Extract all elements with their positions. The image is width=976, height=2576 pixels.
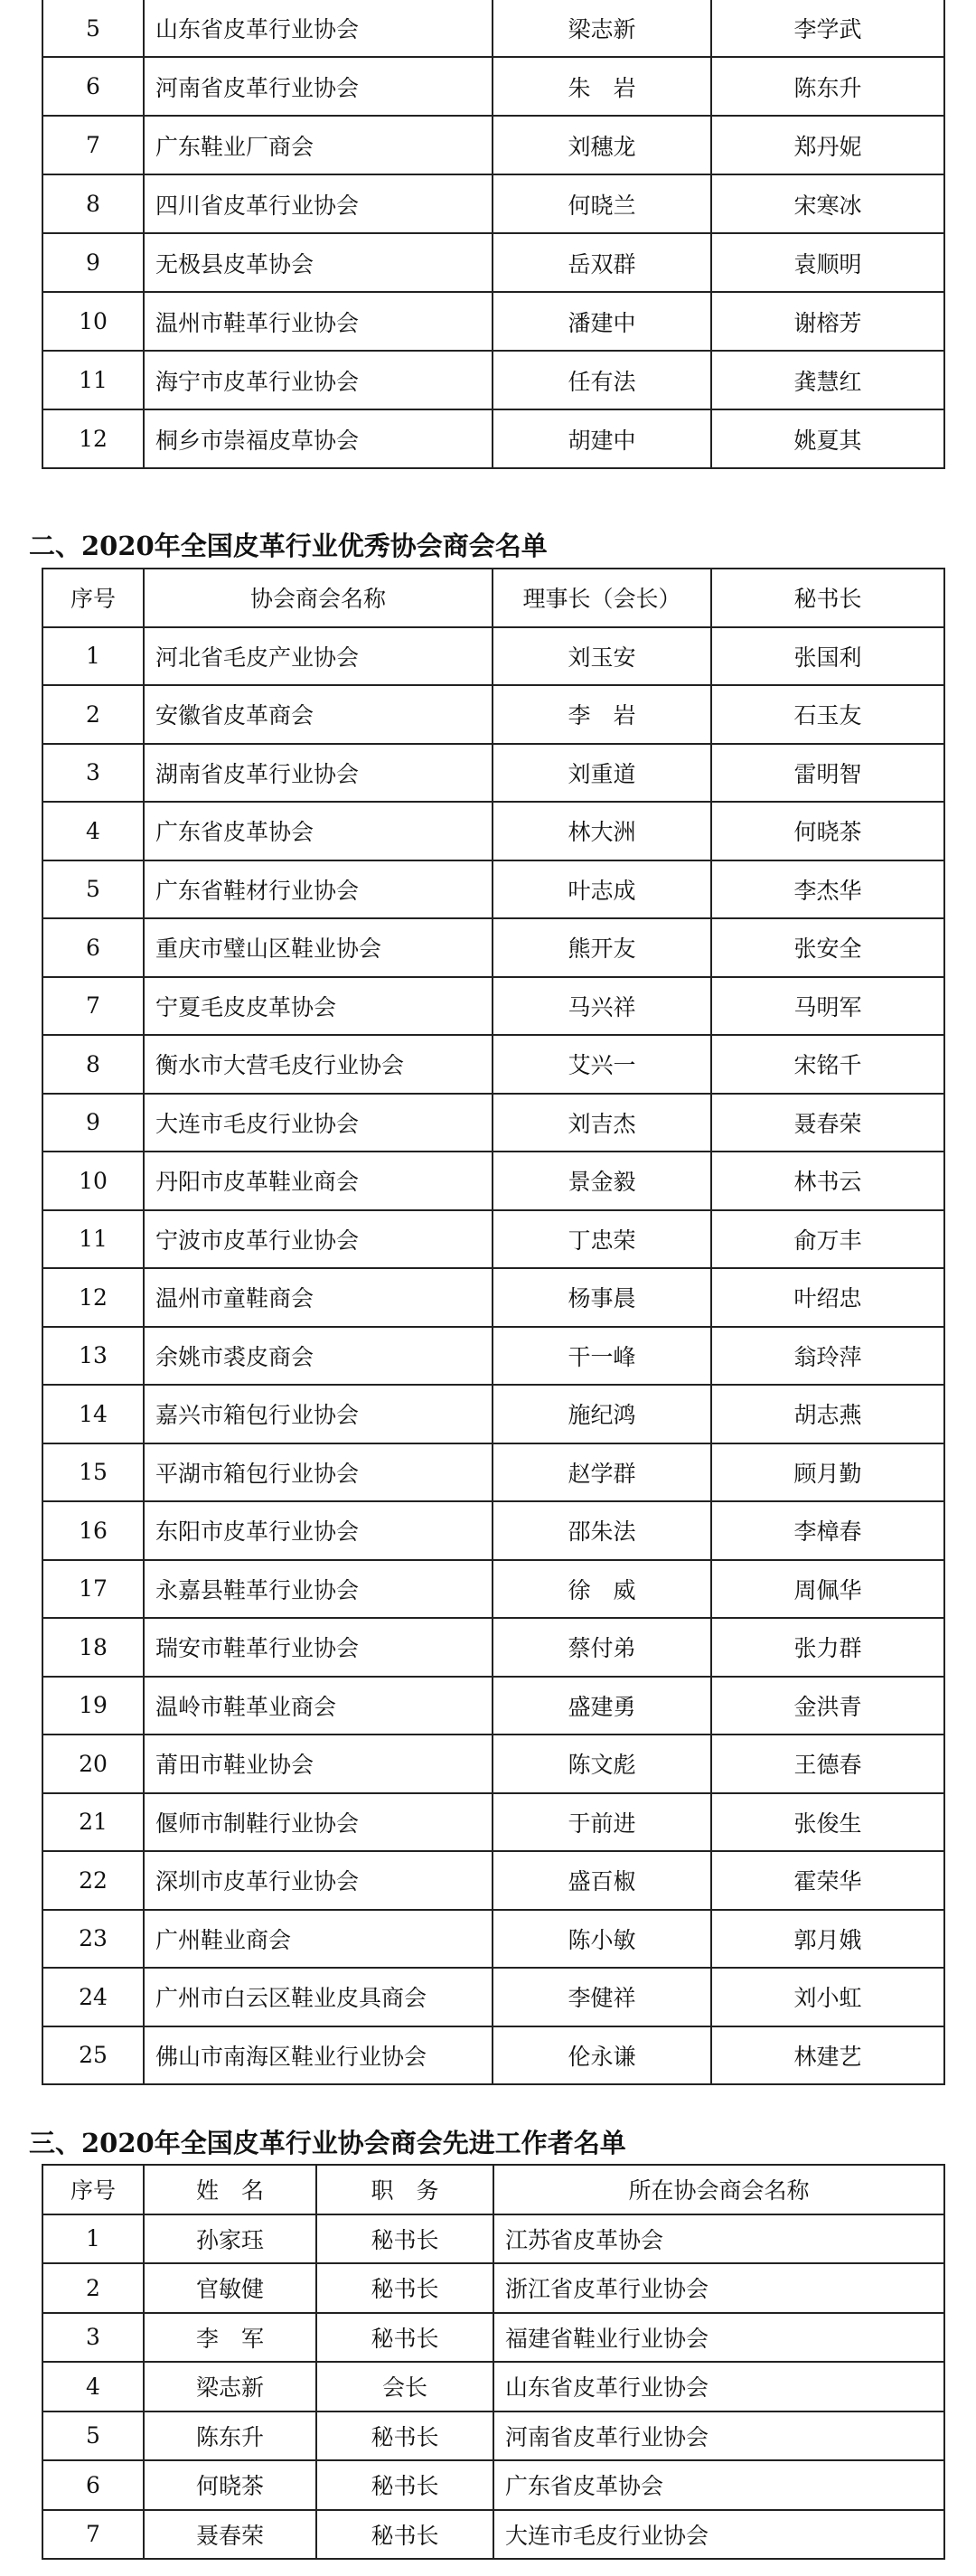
association-name-cell: 温岭市鞋革业商会: [144, 1677, 493, 1735]
row-number-cell: 20: [42, 1735, 144, 1793]
table-row: [42, 0, 944, 57]
header-cell: 序号: [42, 2165, 144, 2214]
secretary-general-name-cell: 张安全: [711, 918, 944, 977]
association-name-cell: 宁夏毛皮皮革协会: [144, 977, 493, 1036]
row-number-cell: 3: [42, 2313, 144, 2363]
association-name-cell: 重庆市璧山区鞋业协会: [144, 918, 493, 977]
table-row: [42, 860, 944, 919]
table-row: [42, 1268, 944, 1327]
table-row: [42, 57, 944, 116]
association-name-cell: 衡水市大营毛皮行业协会: [144, 1035, 493, 1094]
chairman-name-cell: 李健祥: [493, 1968, 711, 2026]
row-number-cell: 5: [42, 2411, 144, 2461]
table-row: [42, 292, 944, 351]
secretary-general-name-cell: 张力群: [711, 1618, 944, 1677]
chairman-name-cell: 潘建中: [493, 292, 711, 351]
association-name-cell: 宁波市皮革行业协会: [144, 1210, 493, 1269]
association-name-cell: 山东省皮革行业协会: [493, 2362, 944, 2411]
chairman-name-cell: 艾兴一: [493, 1035, 711, 1094]
secretary-general-name-cell: 李学武: [711, 0, 944, 57]
chairman-name-cell: 何晓兰: [493, 174, 711, 233]
row-number-cell: 21: [42, 1793, 144, 1852]
row-number-cell: 9: [42, 233, 144, 292]
association-name-cell: 广东省皮革协会: [144, 802, 493, 860]
table-row: [42, 2313, 944, 2363]
association-name-cell: 嘉兴市箱包行业协会: [144, 1385, 493, 1443]
table-row: [42, 233, 944, 292]
row-number-cell: 7: [42, 977, 144, 1036]
secretary-general-name-cell: 霍荣华: [711, 1851, 944, 1910]
chairman-name-cell: 蔡付弟: [493, 1618, 711, 1677]
worker-name-cell: 梁志新: [144, 2362, 316, 2411]
chairman-name-cell: 伦永谦: [493, 2026, 711, 2085]
row-number-cell: 12: [42, 1268, 144, 1327]
association-name-cell: 广东鞋业厂商会: [144, 116, 493, 174]
association-name-cell: 桐乡市崇福皮草协会: [144, 409, 493, 468]
secretary-general-name-cell: 姚夏其: [711, 409, 944, 468]
chairman-name-cell: 赵学群: [493, 1443, 711, 1502]
chairman-name-cell: 于前进: [493, 1793, 711, 1852]
chairman-name-cell: 李 岩: [493, 685, 711, 744]
association-name-cell: 河南省皮革行业协会: [493, 2411, 944, 2461]
secretary-general-name-cell: 石玉友: [711, 685, 944, 744]
association-name-cell: 无极县皮革协会: [144, 233, 493, 292]
table-row: [42, 977, 944, 1036]
secretary-general-name-cell: 张国利: [711, 627, 944, 686]
header-cell: 理事长（会长）: [493, 569, 711, 627]
chairman-name-cell: 施纪鸿: [493, 1385, 711, 1443]
worker-name-cell: 何晓茶: [144, 2460, 316, 2510]
secretary-general-name-cell: 袁顺明: [711, 233, 944, 292]
position-cell: 会长: [316, 2362, 493, 2411]
secretary-general-name-cell: 翁玲萍: [711, 1327, 944, 1386]
row-number-cell: 4: [42, 802, 144, 860]
association-name-cell: 江苏省皮革协会: [493, 2214, 944, 2264]
secretary-general-name-cell: 林书云: [711, 1152, 944, 1210]
chairman-name-cell: 马兴祥: [493, 977, 711, 1036]
row-number-cell: 22: [42, 1851, 144, 1910]
secretary-general-name-cell: 王德春: [711, 1735, 944, 1793]
row-number-cell: 13: [42, 1327, 144, 1386]
table-row: [42, 1327, 944, 1386]
table-header-row: [42, 569, 944, 627]
row-number-cell: 7: [42, 2510, 144, 2560]
table-row: [42, 1968, 944, 2026]
chairman-name-cell: 熊开友: [493, 918, 711, 977]
table-header-row: [42, 2165, 944, 2214]
row-number-cell: 4: [42, 2362, 144, 2411]
association-name-cell: 余姚市裘皮商会: [144, 1327, 493, 1386]
table-row: [42, 627, 944, 686]
secretary-general-name-cell: 胡志燕: [711, 1385, 944, 1443]
row-number-cell: 11: [42, 1210, 144, 1269]
association-name-cell: 广东省鞋材行业协会: [144, 860, 493, 919]
header-cell: 秘书长: [711, 569, 944, 627]
association-name-cell: 深圳市皮革行业协会: [144, 1851, 493, 1910]
chairman-name-cell: 陈文彪: [493, 1735, 711, 1793]
chairman-name-cell: 陈小敏: [493, 1910, 711, 1969]
chairman-name-cell: 胡建中: [493, 409, 711, 468]
table-row: [42, 2460, 944, 2510]
row-number-cell: 1: [42, 2214, 144, 2264]
chairman-name-cell: 刘玉安: [493, 627, 711, 686]
position-cell: 秘书长: [316, 2510, 493, 2560]
row-number-cell: 15: [42, 1443, 144, 1502]
table-row: [42, 1385, 944, 1443]
row-number-cell: 8: [42, 174, 144, 233]
association-name-cell: 佛山市南海区鞋业行业协会: [144, 2026, 493, 2085]
table-row: [42, 1910, 944, 1969]
section-3-heading: 三、2020年全国皮革行业协会商会先进工作者名单: [29, 2128, 626, 2158]
secretary-general-name-cell: 雷明智: [711, 744, 944, 803]
association-name-cell: 大连市毛皮行业协会: [493, 2510, 944, 2560]
chairman-name-cell: 盛建勇: [493, 1677, 711, 1735]
table-row: [42, 351, 944, 409]
table-row: [42, 1618, 944, 1677]
position-cell: 秘书长: [316, 2411, 493, 2461]
worker-name-cell: 官敏健: [144, 2263, 316, 2313]
association-name-cell: 福建省鞋业行业协会: [493, 2313, 944, 2363]
chairman-name-cell: 叶志成: [493, 860, 711, 919]
worker-name-cell: 孙家珏: [144, 2214, 316, 2264]
worker-name-cell: 陈东升: [144, 2411, 316, 2461]
table-row: [42, 1677, 944, 1735]
row-number-cell: 24: [42, 1968, 144, 2026]
association-name-cell: 河南省皮革行业协会: [144, 57, 493, 116]
association-name-cell: 平湖市箱包行业协会: [144, 1443, 493, 1502]
secretary-general-name-cell: 顾月勤: [711, 1443, 944, 1502]
association-name-cell: 河北省毛皮产业协会: [144, 627, 493, 686]
worker-name-cell: 聂春荣: [144, 2510, 316, 2560]
header-cell: 序号: [42, 569, 144, 627]
secretary-general-name-cell: 宋铭千: [711, 1035, 944, 1094]
secretary-general-name-cell: 宋寒冰: [711, 174, 944, 233]
chairman-name-cell: 任有法: [493, 351, 711, 409]
secretary-general-name-cell: 郭月娥: [711, 1910, 944, 1969]
secretary-general-name-cell: 李杰华: [711, 860, 944, 919]
row-number-cell: 10: [42, 1152, 144, 1210]
association-name-cell: 四川省皮革行业协会: [144, 174, 493, 233]
secretary-general-name-cell: 郑丹妮: [711, 116, 944, 174]
row-number-cell: 7: [42, 116, 144, 174]
secretary-general-name-cell: 周佩华: [711, 1560, 944, 1619]
association-name-cell: 丹阳市皮革鞋业商会: [144, 1152, 493, 1210]
association-name-cell: 山东省皮革行业协会: [144, 0, 493, 57]
chairman-name-cell: 盛百椒: [493, 1851, 711, 1910]
table-row: [42, 2026, 944, 2085]
row-number-cell: 2: [42, 685, 144, 744]
row-number-cell: 23: [42, 1910, 144, 1969]
table-row: [42, 2362, 944, 2411]
table-row: [42, 409, 944, 468]
association-name-cell: 莆田市鞋业协会: [144, 1735, 493, 1793]
association-name-cell: 湖南省皮革行业协会: [144, 744, 493, 803]
worker-name-cell: 李 军: [144, 2313, 316, 2363]
table-row: [42, 174, 944, 233]
chairman-name-cell: 刘重道: [493, 744, 711, 803]
row-number-cell: 11: [42, 351, 144, 409]
chairman-name-cell: 刘吉杰: [493, 1094, 711, 1152]
table-row: [42, 2411, 944, 2461]
chairman-name-cell: 徐 威: [493, 1560, 711, 1619]
association-table-continued: [42, 0, 945, 469]
row-number-cell: 9: [42, 1094, 144, 1152]
association-name-cell: 东阳市皮革行业协会: [144, 1501, 493, 1560]
association-name-cell: 温州市鞋革行业协会: [144, 292, 493, 351]
chairman-name-cell: 杨事晨: [493, 1268, 711, 1327]
row-number-cell: 18: [42, 1618, 144, 1677]
chairman-name-cell: 邵朱法: [493, 1501, 711, 1560]
secretary-general-name-cell: 张俊生: [711, 1793, 944, 1852]
table-row: [42, 1501, 944, 1560]
table-row: [42, 744, 944, 803]
row-number-cell: 6: [42, 2460, 144, 2510]
row-number-cell: 14: [42, 1385, 144, 1443]
row-number-cell: 6: [42, 57, 144, 116]
header-cell: 姓 名: [144, 2165, 316, 2214]
table-row: [42, 2263, 944, 2313]
secretary-general-name-cell: 李樟春: [711, 1501, 944, 1560]
row-number-cell: 17: [42, 1560, 144, 1619]
row-number-cell: 5: [42, 0, 144, 57]
secretary-general-name-cell: 谢榕芳: [711, 292, 944, 351]
position-cell: 秘书长: [316, 2263, 493, 2313]
row-number-cell: 19: [42, 1677, 144, 1735]
header-cell: 职 务: [316, 2165, 493, 2214]
chairman-name-cell: 丁忠荣: [493, 1210, 711, 1269]
row-number-cell: 6: [42, 918, 144, 977]
association-name-cell: 浙江省皮革行业协会: [493, 2263, 944, 2313]
secretary-general-name-cell: 金洪青: [711, 1677, 944, 1735]
row-number-cell: 10: [42, 292, 144, 351]
table-row: [42, 685, 944, 744]
association-name-cell: 瑞安市鞋革行业协会: [144, 1618, 493, 1677]
chairman-name-cell: 朱 岩: [493, 57, 711, 116]
association-name-cell: 温州市童鞋商会: [144, 1268, 493, 1327]
position-cell: 秘书长: [316, 2214, 493, 2264]
row-number-cell: 16: [42, 1501, 144, 1560]
association-name-cell: 永嘉县鞋革行业协会: [144, 1560, 493, 1619]
association-name-cell: 广东省皮革协会: [493, 2460, 944, 2510]
row-number-cell: 25: [42, 2026, 144, 2085]
table-row: [42, 1152, 944, 1210]
excellent-associations-table: [42, 568, 945, 2085]
row-number-cell: 8: [42, 1035, 144, 1094]
table-row: [42, 1851, 944, 1910]
association-name-cell: 大连市毛皮行业协会: [144, 1094, 493, 1152]
secretary-general-name-cell: 陈东升: [711, 57, 944, 116]
row-number-cell: 5: [42, 860, 144, 919]
association-name-cell: 广州鞋业商会: [144, 1910, 493, 1969]
secretary-general-name-cell: 聂春荣: [711, 1094, 944, 1152]
position-cell: 秘书长: [316, 2313, 493, 2363]
association-name-cell: 偃师市制鞋行业协会: [144, 1793, 493, 1852]
chairman-name-cell: 刘穗龙: [493, 116, 711, 174]
secretary-general-name-cell: 俞万丰: [711, 1210, 944, 1269]
table-row: [42, 116, 944, 174]
association-name-cell: 海宁市皮革行业协会: [144, 351, 493, 409]
position-cell: 秘书长: [316, 2460, 493, 2510]
secretary-general-name-cell: 叶绍忠: [711, 1268, 944, 1327]
row-number-cell: 3: [42, 744, 144, 803]
table-row: [42, 2510, 944, 2560]
secretary-general-name-cell: 龚慧红: [711, 351, 944, 409]
chairman-name-cell: 干一峰: [493, 1327, 711, 1386]
header-cell: 协会商会名称: [144, 569, 493, 627]
row-number-cell: 2: [42, 2263, 144, 2313]
advanced-workers-table: [42, 2164, 945, 2560]
table-row: [42, 802, 944, 860]
secretary-general-name-cell: 林建艺: [711, 2026, 944, 2085]
table-row: [42, 1793, 944, 1852]
section-2-heading: 二、2020年全国皮革行业优秀协会商会名单: [29, 531, 548, 561]
table-row: [42, 1443, 944, 1502]
chairman-name-cell: 岳双群: [493, 233, 711, 292]
secretary-general-name-cell: 马明军: [711, 977, 944, 1036]
table-row: [42, 1560, 944, 1619]
table-row: [42, 918, 944, 977]
table-row: [42, 2214, 944, 2264]
table-row: [42, 1735, 944, 1793]
chairman-name-cell: 景金毅: [493, 1152, 711, 1210]
secretary-general-name-cell: 刘小虹: [711, 1968, 944, 2026]
table-row: [42, 1035, 944, 1094]
chairman-name-cell: 林大洲: [493, 802, 711, 860]
chairman-name-cell: 梁志新: [493, 0, 711, 57]
row-number-cell: 1: [42, 627, 144, 686]
secretary-general-name-cell: 何晓茶: [711, 802, 944, 860]
association-name-cell: 广州市白云区鞋业皮具商会: [144, 1968, 493, 2026]
association-name-cell: 安徽省皮革商会: [144, 685, 493, 744]
header-cell: 所在协会商会名称: [493, 2165, 944, 2214]
row-number-cell: 12: [42, 409, 144, 468]
table-row: [42, 1094, 944, 1152]
table-row: [42, 1210, 944, 1269]
